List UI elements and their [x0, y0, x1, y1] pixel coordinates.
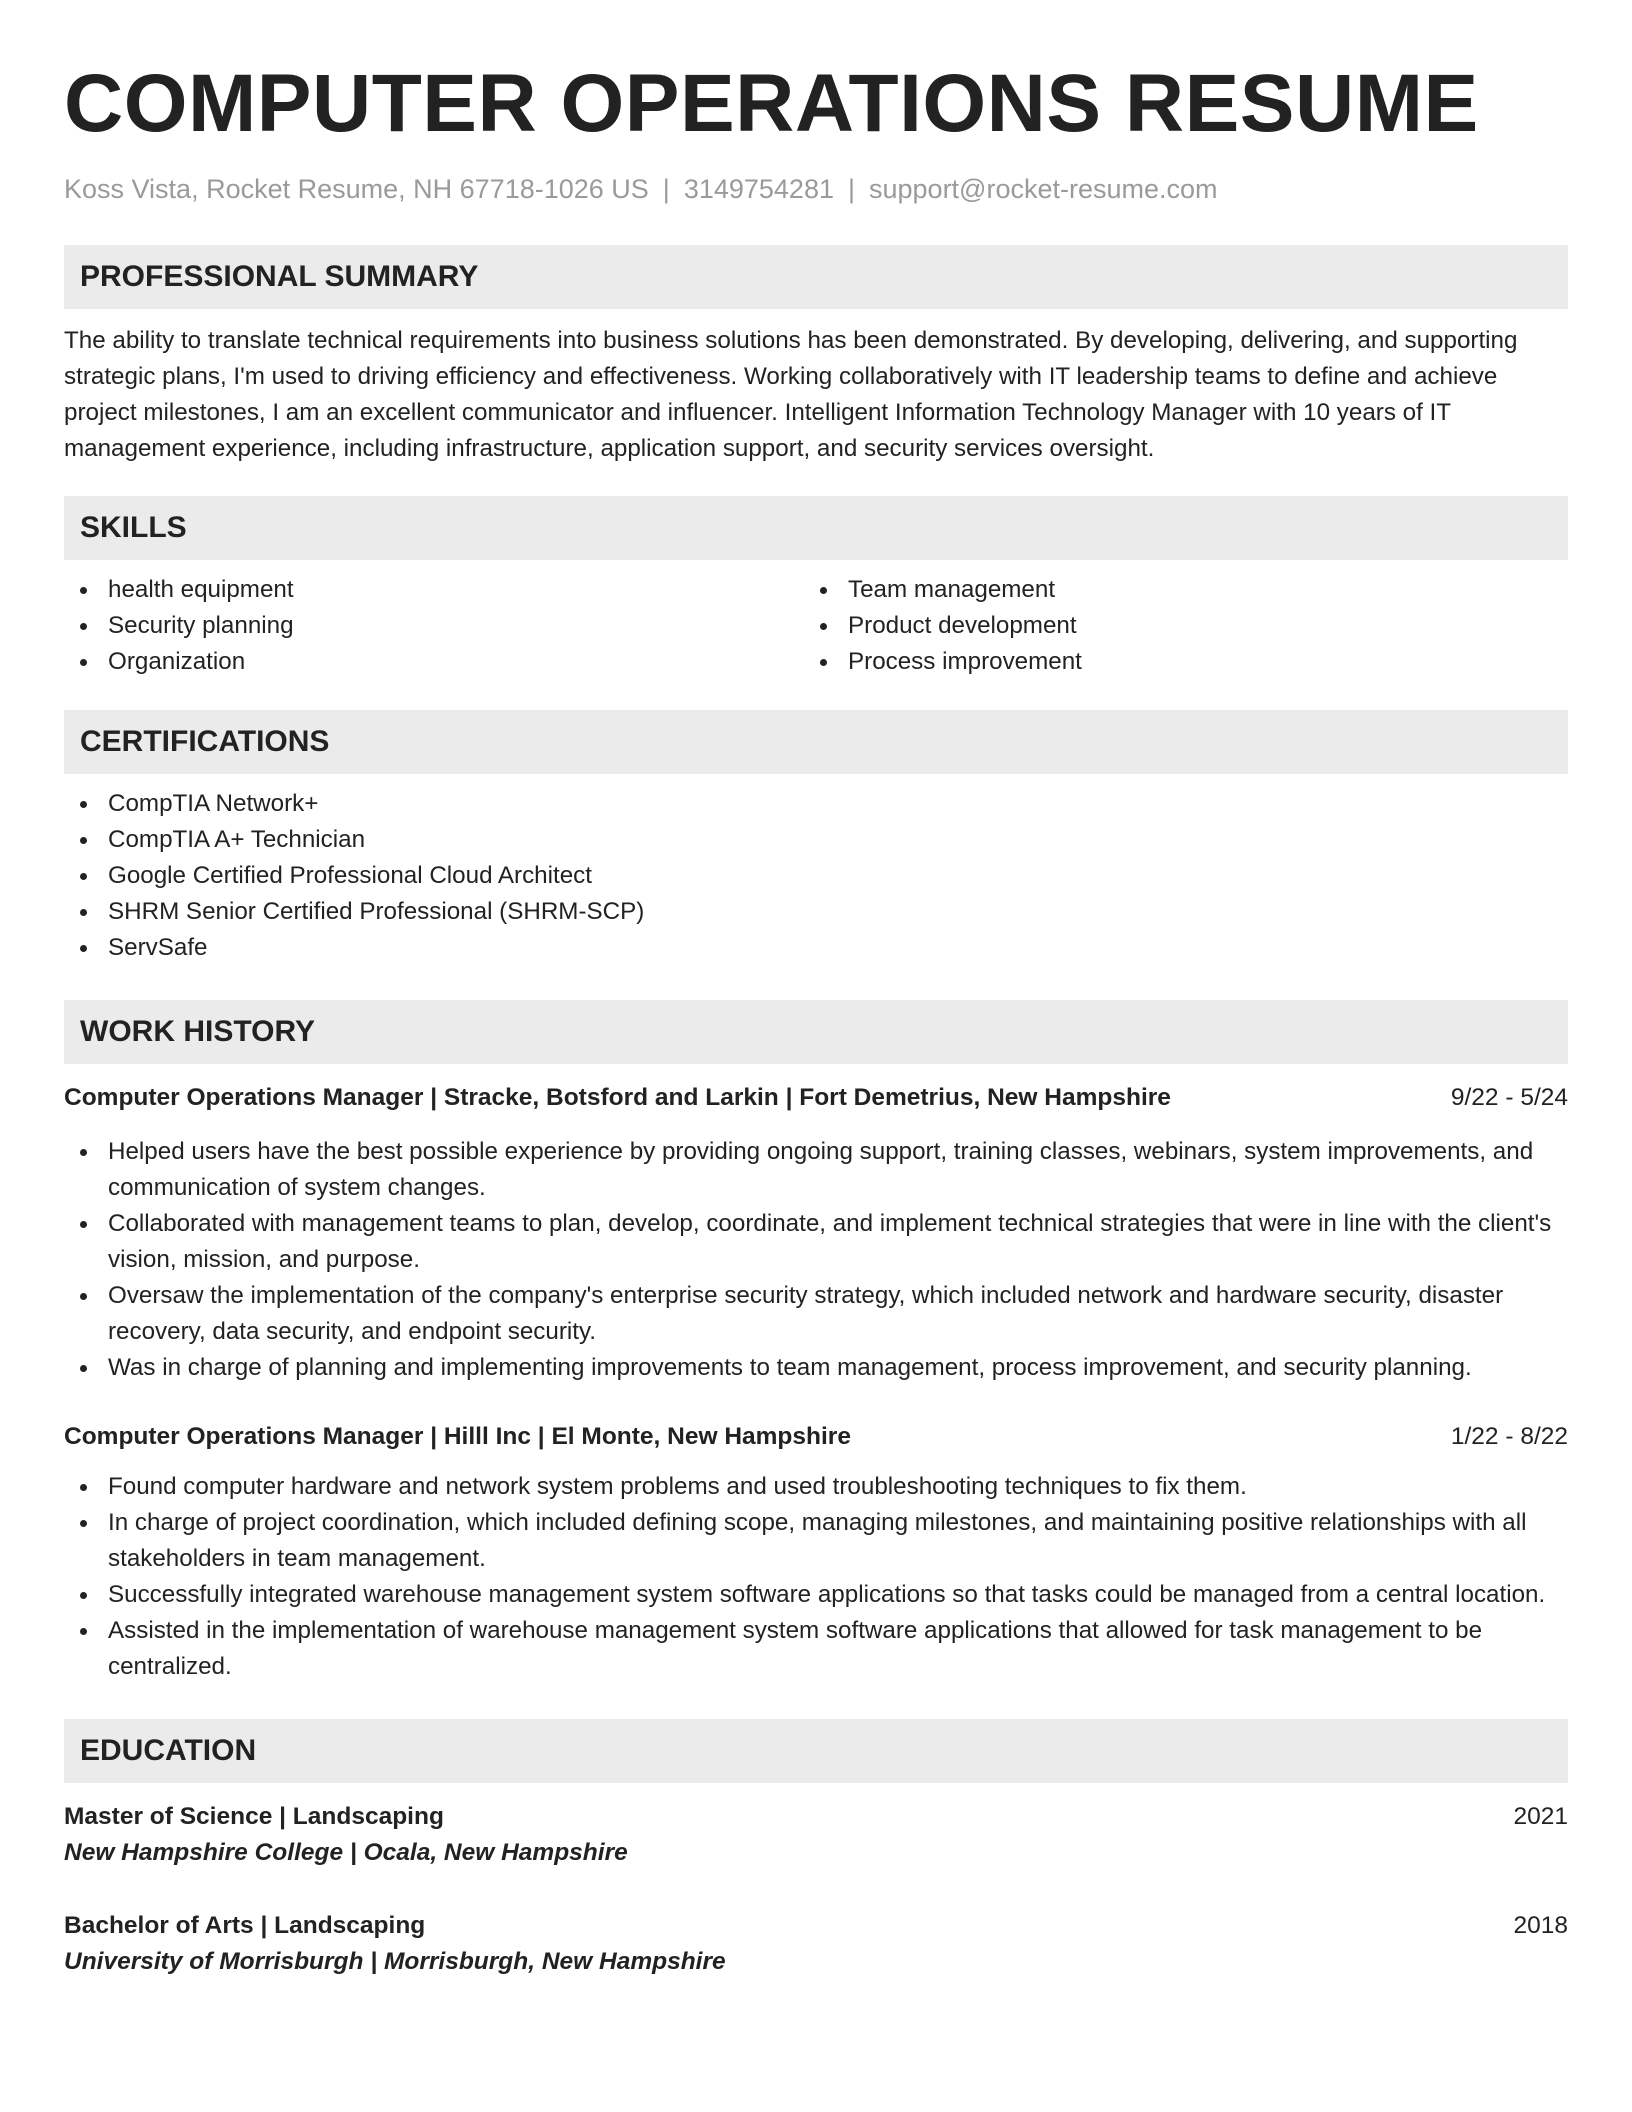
education-degree: Bachelor of Arts | Landscaping	[64, 1912, 426, 1939]
skills-column-left	[64, 572, 804, 680]
section-heading-education: EDUCATION	[64, 1719, 1568, 1783]
education-section	[64, 1719, 1568, 1980]
skills-column-right	[804, 572, 1544, 680]
contact-address: Koss Vista, Rocket Resume, NH 67718-1026 US	[64, 174, 649, 204]
certifications-list	[64, 786, 1568, 966]
education-header	[64, 1799, 1568, 1835]
job-bullet: Helped users have the best possible experience by providing ongoing support, training classes, webinars, system improvements, and communication of system changes.	[64, 1134, 1568, 1206]
contact-separator: |	[662, 174, 670, 204]
section-heading-work-history: WORK HISTORY	[64, 1000, 1568, 1064]
certification-item: CompTIA Network+	[64, 786, 1568, 822]
education-entry	[64, 1908, 1568, 1980]
job-bullet: Oversaw the implementation of the company's enterprise security strategy, which included network and hardware security, disaster recovery, data security, and endpoint security.	[64, 1278, 1568, 1350]
job-bullet: Was in charge of planning and implementing improvements to team management, process improvement, and security planning.	[64, 1350, 1568, 1386]
contact-line	[64, 172, 1568, 206]
summary-text: The ability to translate technical requirements into business solutions has been demonstrated. By developing, delivering, and supporting strategic plans, I'm used to driving efficiency and effectiveness. Working collaboratively with IT leadership teams to define and achieve project milestones, I am an excellent communicator and influencer. Intelligent Information Technology Manager with 10 years of IT management experience, including infrastructure, application support, and security services oversight.	[64, 327, 1518, 462]
contact-email: support@rocket-resume.com	[869, 174, 1218, 204]
skill-item: Organization	[64, 644, 804, 680]
job-bullet: In charge of project coordination, which included defining scope, managing milestones, and maintaining positive relationships with all stakeholders in team management.	[64, 1505, 1568, 1577]
education-year: 2018	[1513, 1912, 1568, 1939]
contact-phone: 3149754281	[683, 174, 834, 204]
job-bullet: Successfully integrated warehouse management system software applications so that tasks could be managed from a central location.	[64, 1577, 1568, 1613]
section-heading-skills: SKILLS	[64, 496, 1568, 560]
certification-item: SHRM Senior Certified Professional (SHRM-SCP)	[64, 894, 1568, 930]
section-heading-certifications: CERTIFICATIONS	[64, 710, 1568, 774]
certification-item: CompTIA A+ Technician	[64, 822, 1568, 858]
section-heading-summary: PROFESSIONAL SUMMARY	[64, 245, 1568, 309]
job-bullet: Assisted in the implementation of warehouse management system software applications that allowed for task management to be centralized.	[64, 1613, 1568, 1685]
education-degree: Master of Science | Landscaping	[64, 1803, 444, 1830]
summary-section	[64, 245, 1568, 467]
education-school: New Hampshire College | Ocala, New Hampshire	[64, 1839, 628, 1866]
skill-item: health equipment	[64, 572, 804, 608]
skill-item: Process improvement	[804, 644, 1544, 680]
job-dates: 1/22 - 8/22	[1450, 1423, 1568, 1450]
job-bullets	[64, 1469, 1568, 1685]
certification-item: Google Certified Professional Cloud Architect	[64, 858, 1568, 894]
skill-item: Team management	[804, 572, 1544, 608]
job-entry	[64, 1419, 1568, 1685]
job-title: Computer Operations Manager | Stracke, Botsford and Larkin | Fort Demetrius, New Hampshire	[64, 1084, 1171, 1111]
resume-title: COMPUTER OPERATIONS RESUME	[64, 58, 1479, 149]
certifications-section	[64, 710, 1568, 966]
job-title: Computer Operations Manager | Hilll Inc | El Monte, New Hampshire	[64, 1423, 851, 1450]
job-entry	[64, 1080, 1568, 1386]
job-header	[64, 1419, 1568, 1455]
skill-item: Security planning	[64, 608, 804, 644]
skills-section	[64, 496, 1568, 680]
skills-grid	[64, 572, 1568, 680]
education-school: University of Morrisburgh | Morrisburgh, New Hampshire	[64, 1948, 726, 1975]
skill-item: Product development	[804, 608, 1544, 644]
job-header	[64, 1080, 1568, 1116]
job-bullet: Collaborated with management teams to plan, develop, coordinate, and implement technical strategies that were in line with the client's vision, mission, and purpose.	[64, 1206, 1568, 1278]
certification-item: ServSafe	[64, 930, 1568, 966]
education-entry	[64, 1799, 1568, 1871]
contact-separator: |	[847, 174, 855, 204]
job-bullets	[64, 1134, 1568, 1386]
education-year: 2021	[1513, 1803, 1568, 1830]
job-dates: 9/22 - 5/24	[1450, 1084, 1568, 1111]
education-header	[64, 1908, 1568, 1944]
work-history-section	[64, 1000, 1568, 1685]
job-bullet: Found computer hardware and network system problems and used troubleshooting techniques to fix them.	[64, 1469, 1568, 1505]
